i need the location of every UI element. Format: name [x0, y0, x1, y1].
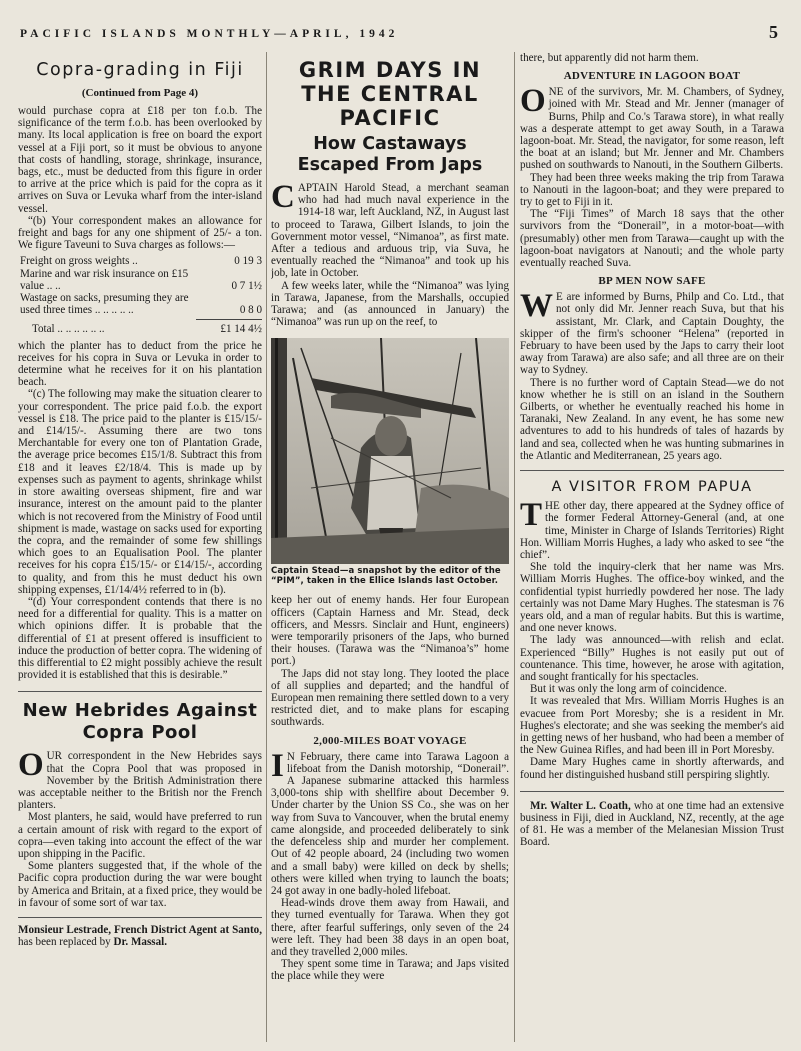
charge-value: 0 7 1½ — [231, 279, 262, 292]
paragraph: The “Fiji Times” of March 18 says that the other survivors from the “Donerail”, in a motor-boat—with (presumably) other men from Tarawa—caught up with the lagoon-boat navigators at Nanouti; and the whole party eventually reached Suva. — [520, 208, 784, 270]
paragraph: ONE of the survivors, Mr. M. Chambers, of Sydney, joined with Mr. Stead and Mr. Jenner (manager of Burns, Philp and Co.'s Tarawa store), in what really was a desperate attempt to get away South, in a Tarawa lagoon-boat. Mr. Stead, the navigator, for some reason, left the boat at an island; but Mr. Jenner and Mr. Chambers pushed on southwards to Nanouti, in the Southern Gilberts. — [520, 83, 784, 172]
charge-value: 0 8 0 — [239, 304, 262, 317]
lestrade-note — [18, 917, 262, 948]
paragraph: But it was only the long arm of coincidence. — [530, 683, 727, 696]
captain-stead-photo — [271, 338, 509, 564]
column-rule — [514, 52, 515, 1042]
paragraph: there, but apparently did not harm them. — [520, 52, 699, 64]
charge-label: Freight on gross weights .. — [20, 255, 138, 268]
table-row — [18, 292, 262, 316]
drop-cap: T — [520, 497, 543, 534]
drop-cap: O — [520, 83, 546, 120]
section-heading: ADVENTURE IN LAGOON BOAT — [563, 70, 741, 83]
castaways-subheadline: How Castaways Escaped From Japs — [297, 134, 483, 175]
table-row — [18, 268, 262, 292]
person-name: Dr. Massal. — [113, 936, 168, 949]
paragraph: Some planters suggested that, if the whole of the Pacific copra production during the war were bought by America and Britain, at a fixed price, they would be in favour of some sort of war tax. — [18, 860, 262, 909]
paragraph: A few weeks later, while the “Nimanoa” was lying in Tarawa, Japanese, from the Marshalls, occupied Tarawa; and (as announced in January) the “Nimanoa” was run up on the reef, to — [271, 279, 509, 329]
drop-cap: I — [271, 747, 284, 784]
paragraph: The lady was announced—with relish and eclat. Experienced “Billy” Hughes is not easily put out of countenance. This time, however, he arose with agitation, and sought frantically for his spectacles. — [520, 634, 784, 683]
paragraph: which the planter has to deduct from the price he receives for his copra in Suva or Levuka in order to determine what he receives for it on his plantation beach. — [18, 339, 262, 389]
paragraph: keep her out of enemy hands. Her four European officers (Captain Harness and Mr. Stead, deck officers, and Messrs. Sinclair and Hunt, engineers) were temporarily prisoners of the Japs, who burned their houses. (Tarawa was the “Nimanoa’s” home port.) — [271, 594, 509, 668]
table-total-row — [18, 323, 262, 335]
paragraph: would purchase copra at £18 per ton f.o.b. The significance of the term f.o.b. has been overlooked by many. Its local application is free on board the export vessel at a Fiji port, so it must be obvious to anyone that costs of handling, storage, shrinkage, insurance, bags, etc., must be deducted from this figure in order to arrive at the price which is paid for the copra as it arrives on Suva or Levuka wharf from the inter-island vessel. — [18, 105, 262, 215]
paragraph: The Japs did not stay long. They looted the place of all supplies and departed; and the handful of European men remaining there settled down to a very restricted diet, and to make plans for escaping southwards. — [271, 667, 509, 729]
paragraph: THE other day, there appeared at the Sydney office of the former Federal Attorney-General (and, at one time, Minister in Charge of Islands Territories) Right Hon. William Morris Hughes, a lady who asked to see “the chief”. — [520, 497, 784, 561]
continued-note: (Continued from Page 4) — [81, 87, 199, 99]
total-value: £1 14 4½ — [220, 323, 262, 336]
total-label: Total .. .. .. .. .. .. — [32, 323, 105, 336]
coath-note — [520, 791, 784, 849]
charge-label: Wastage on sacks, presuming they are used three times .. .. .. .. .. — [20, 292, 189, 317]
paragraph: Dame Mary Hughes came in shortly afterwards, and found her distinguished husband still perspiring slightly. — [520, 756, 784, 781]
hebrides-article — [18, 691, 262, 948]
paragraph: It was revealed that Mrs. William Morris Hughes is an evacuee from Port Moresby; she is a resident in Mr. Hughes's electorate; and she was seeking the member's aid in getting news of her husband, who had been a member of the New Guinea Rifles, and had been ill in Port Moresby. — [520, 695, 784, 757]
paragraph: CAPTAIN Harold Stead, a merchant seaman who had had much naval experience in the 1914-18 war, left Auckland, NZ, in August last to proceed to Tarawa, Gilbert Islands, to join the Government motor vessel, “Nimanoa”, as first mate. After a tedious and arduous trip, via Suva, he eventually reached the “Nimanoa” and took up his job, late in October. — [271, 179, 509, 280]
charges-table — [18, 255, 262, 335]
table-row — [18, 255, 262, 267]
papua-article — [520, 470, 784, 781]
column-2 — [271, 52, 509, 1047]
paragraph: I N February, there came into Tarawa Lagoon a lifeboat from the Danish motorship, “Donerail”. A Japanese submarine attacked this harmless 3,000-tons ship with shellfire about December 9. Under charter by the Union SS Co., she was on her way from Suva to Vancouver, when the brutal enemy came alongside, and proceeded deliberately to sink the defenceless ship and murder her complement. Out of 42 people aboard, 24 (including two women and a small baby) were killed on deck by shells; others were killed when trying to launch the boats; 24 got away in one badly-holed lifeboat. — [271, 747, 509, 897]
masthead — [20, 22, 780, 46]
person-name: Mr. Walter L. Coath, — [530, 799, 631, 812]
copra-grading-headline: Copra-grading in Fiji — [36, 60, 244, 80]
paragraph: She told the inquiry-clerk that her name was Mrs. William Morris Hughes. The office-boy winked, and the confidential typist hurriedly powdered her nose. The lady certainly was not Dame Mary Hughes. The statesman is 76 years old, and a man of regular habits. But this is wartime, and one never knows. — [520, 561, 784, 635]
papua-headline: A VISITOR FROM PAPUA — [551, 479, 753, 496]
column-3 — [520, 52, 784, 1047]
masthead-title: PACIFIC ISLANDS MONTHLY—APRIL, 1942 — [20, 28, 399, 40]
paragraph: “(c) The following may make the situation clearer to your correspondent. The price paid f.o.b. the export vessel is £18. The price paid to the planter is £15/15/- and £14/15/-. Assuming there are two tons Merchantable for every one ton of Plantation Grade, the average price becomes £15/1/8. Subtract this from £18 and it leaves £2/18/4. This is made up by expenses such as payment to agents, shrinkage whilst in store awaiting overseas shipment, fire and war insurance, interest on the amount paid to the planter which is not recovered from the Ministry of Food until shipment is made, wastage on sacks used for exporting the copra, and the remainder of some few shillings which goes to an Equalisation Pool. The planter receives for his copra £15/15/- or £14/15/-, according to quality, and from this he must deduct his own shipping expenses, £1/14/4½ referred to in (b). — [18, 388, 262, 596]
drop-cap: W — [520, 288, 553, 325]
section-heading: 2,000-MILES BOAT VOYAGE — [313, 734, 467, 747]
paragraph: Mr. Walter L. Coath, who at one time had an extensive business in Fiji, died in Auckland, NZ, recently, at the age of 81. He was a member of the Melanesian Mission Trust Board. — [520, 799, 784, 849]
paragraph: OUR correspondent in the New Hebrides says that the Copra Pool that was proposed in November by the British Administration there was acceptable neither to the British nor the French planters. — [18, 747, 262, 812]
charge-value: 0 19 3 — [234, 255, 262, 268]
person-name: Monsieur Lestrade, French District Agent at Santo, — [18, 923, 262, 936]
paragraph: They spent some time in Tarawa; and Japs visited the place while they were — [271, 958, 509, 983]
charge-label: Marine and war risk insurance on £15 value .. .. — [20, 267, 189, 292]
ship-mast-photo-image — [271, 338, 509, 564]
column-rule — [266, 52, 267, 1042]
hebrides-headline: New Hebrides Against Copra Pool — [22, 700, 258, 744]
grim-days-headline: GRIM DAYS IN THE CENTRAL PACIFIC — [298, 58, 482, 130]
column-1 — [18, 52, 262, 1047]
drop-cap: O — [18, 747, 44, 784]
paragraph: Monsieur Lestrade, French District Agent at Santo, has been replaced by Dr. Massal. — [18, 923, 262, 949]
page-number: 5 — [769, 22, 778, 42]
paragraph: Most planters, he said, would have preferred to run a certain amount of risk with regard to the export of copra—even taking into account the effect of the war upon shipping in the Pacific. — [18, 811, 262, 860]
paragraph: W E are informed by Burns, Philp and Co. Ltd., that not only did Mr. Jenner reach Suva, but that his assistant, Mr. Clark, and Captain Doughty, the skipper of the firm's schooner “Helena” (reported in February to have been used by the Japs to carry their loot away from Tarawa) are also safe; and all three are on their way to Sydney. — [520, 288, 784, 377]
paragraph: There is no further word of Captain Stead—we do not know whether he is still on an island in the Southern Gilberts, or whether he eventually reached his home in Taranaki, New Zealand. In any event, he has some new adventures to add to his hundreds of tales of hazards by land and sea, collected when he was hunting submarines in the Atlantic and Mediterranean, 25 years ago. — [520, 376, 784, 462]
section-heading: BP MEN NOW SAFE — [598, 275, 706, 288]
paragraph: “(d) Your correspondent contends that there is no need for a differential for quality. This is a matter on which opinions differ. It is probable that the differential of £1 at present offered is insufficient to induce the production of better copra. The widening of this differential to £2 might possibly achieve the result provided it is established that this is desirable.” — [18, 595, 262, 682]
photo-caption: Captain Stead—a snapshot by the editor of the “PIM”, taken in the Ellice Islands last October. — [271, 566, 501, 587]
table-rule — [196, 319, 262, 320]
paragraph: They had been three weeks making the trip from Tarawa to Nanouti in the lagoon-boat; and they were prepared to try to get to Fiji in it. — [520, 171, 784, 209]
paragraph: Head-winds drove them away from Hawaii, and they turned eventually for Tarawa. When they got there, after fearful sufferings, only seven of the 24 were left. They had been 38 days in an open boat, and they travelled 2,000 miles. — [271, 897, 509, 958]
drop-cap: C — [271, 179, 295, 215]
paragraph: “(b) Your correspondent makes an allowance for freight and bags for any one shipment of 25/- a ton. We figure Taveuni to Suva charges as follows:— — [18, 214, 262, 252]
